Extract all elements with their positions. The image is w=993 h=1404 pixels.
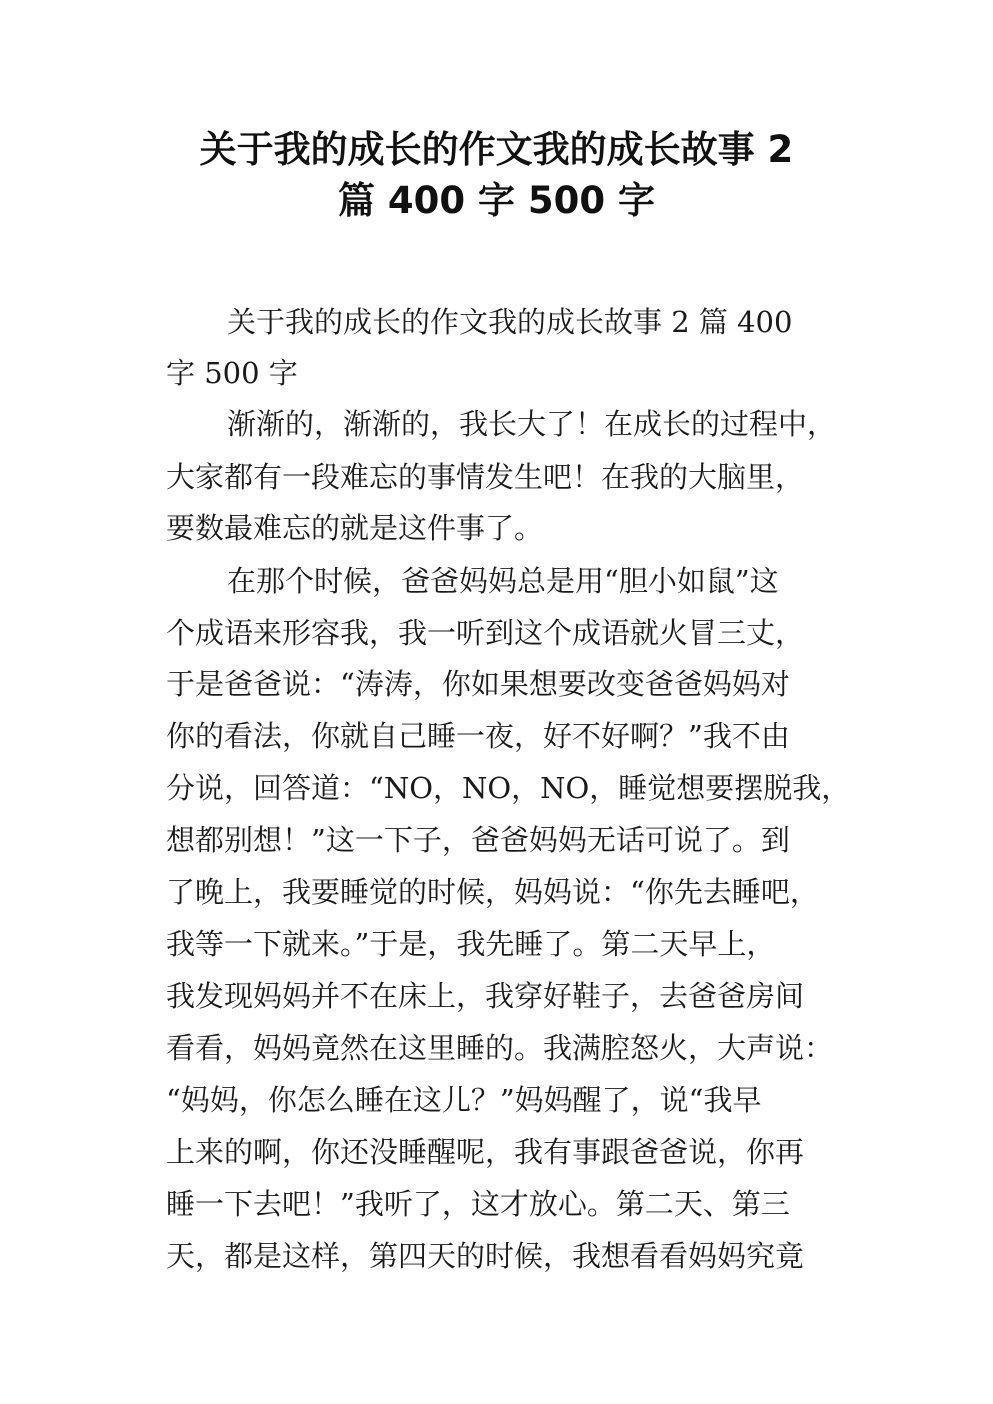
body-line: “妈妈，你怎么睡在这儿？”妈妈醒了，说“我早 (166, 1083, 762, 1117)
body-line: 上来的啊，你还没睡醒呢，我有事跟爸爸说，你再 (166, 1135, 805, 1169)
body-line: 看看，妈妈竟然在这里睡的。我满腔怒火，大声说： (166, 1031, 834, 1065)
document-title-line-1: 关于我的成长的作文我的成长故事 2 (199, 128, 794, 171)
body-line: 在那个时候，爸爸妈妈总是用“胆小如鼠”这 (227, 564, 779, 598)
body-line: 字 500 字 (166, 356, 298, 390)
body-line: 想都别想！”这一下子，爸爸妈妈无话可说了。到 (166, 823, 790, 857)
body-line: 大家都有一段难忘的事情发生吧！在我的大脑里， (166, 460, 805, 494)
body-line: 我发现妈妈并不在床上，我穿好鞋子，去爸爸房间 (166, 979, 805, 1013)
body-line: 分说，回答道：“NO，NO，NO，睡觉想要摆脱我， (166, 771, 851, 805)
body-line: 我等一下就来。”于是，我先睡了。第二天早上， (166, 927, 776, 961)
document-title-line-2: 篇 400 字 500 字 (338, 179, 655, 222)
body-line: 个成语来形容我，我一听到这个成语就火冒三丈， (166, 616, 805, 650)
body-line: 要数最难忘的就是这件事了。 (166, 511, 544, 545)
body-line: 了晚上，我要睡觉的时候，妈妈说：“你先去睡吧， (166, 875, 819, 909)
body-line: 天，都是这样，第四天的时候，我想看看妈妈究竟 (166, 1239, 805, 1273)
body-line: 睡一下去吧！”我听了，这才放心。第二天、第三 (166, 1187, 790, 1221)
body-line: 关于我的成长的作文我的成长故事 2 篇 400 (227, 305, 793, 339)
body-line: 渐渐的，渐渐的，我长大了！在成长的过程中， (227, 407, 837, 441)
body-line: 你的看法，你就自己睡一夜，好不好啊？”我不由 (166, 719, 790, 753)
body-line: 于是爸爸说：“涛涛，你如果想要改变爸爸妈妈对 (166, 667, 790, 701)
